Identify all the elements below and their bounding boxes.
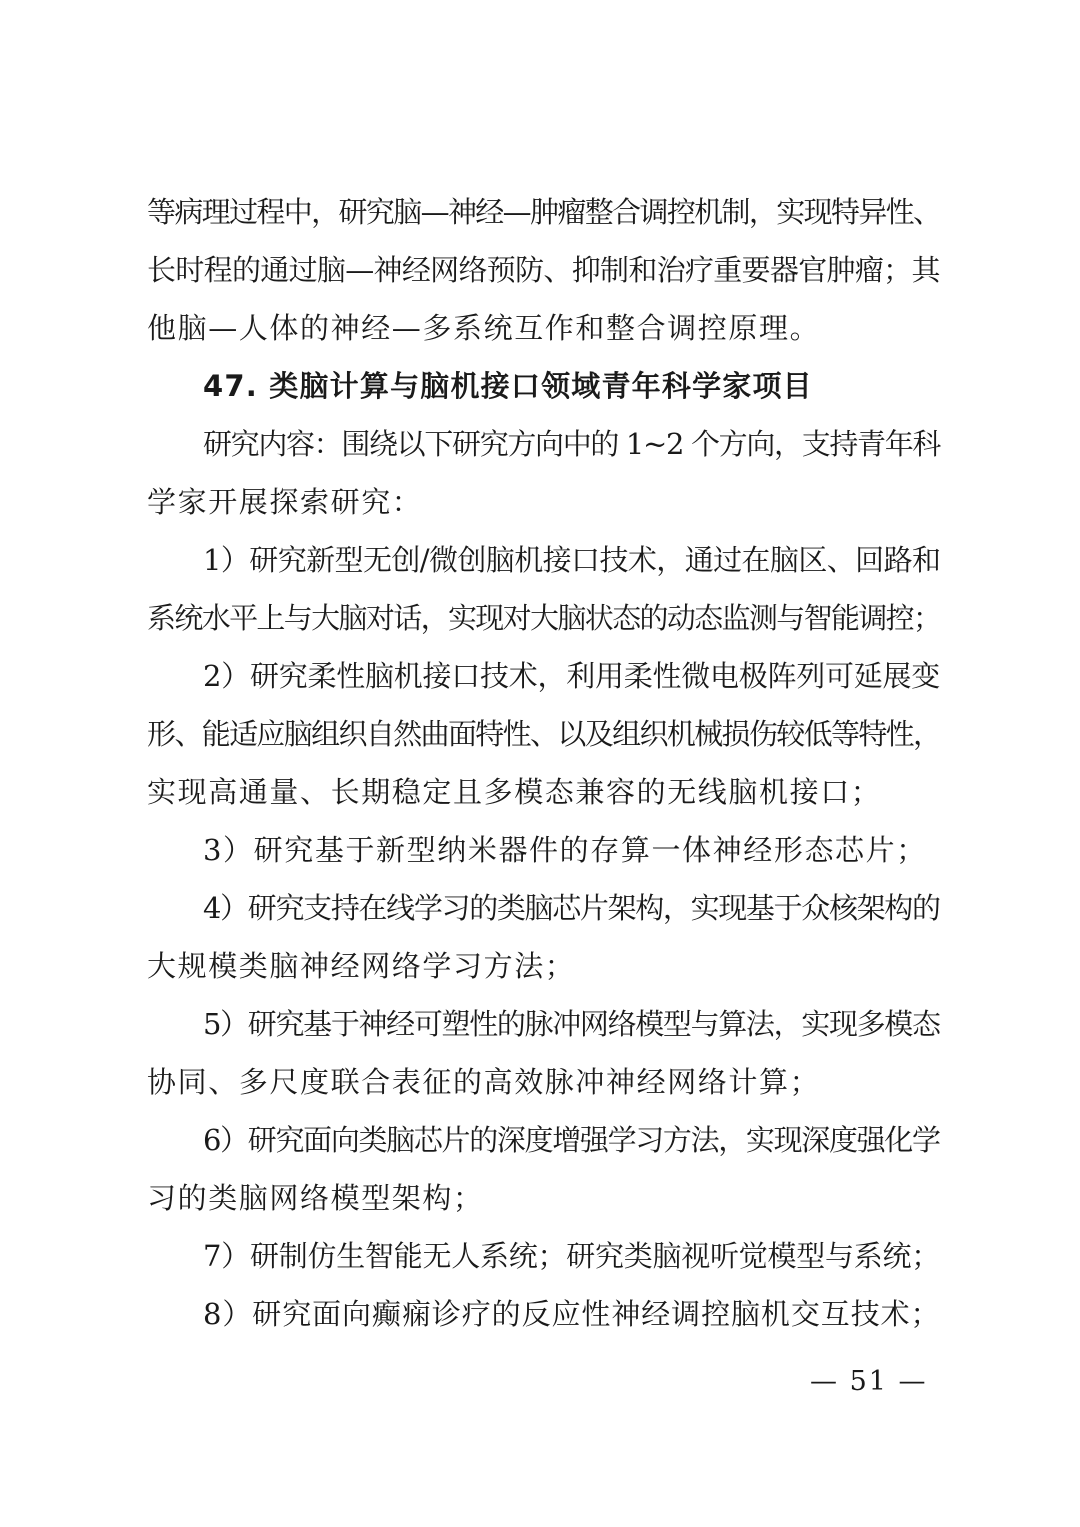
list-item-7: 7）研制仿生智能无人系统；研究类脑视听觉模型与系统； xyxy=(203,1239,941,1273)
list-item-5-continued: 协同、多尺度联合表征的高效脉冲神经网络计算； xyxy=(147,1065,821,1099)
list-item-3: 3）研究基于新型纳米器件的存算一体神经形态芯片； xyxy=(203,833,927,867)
paragraph-line: 研究内容：围绕以下研究方向中的 1~2 个方向，支持青年科 xyxy=(203,427,941,461)
paragraph-line: 他脑—人体的神经—多系统互作和整合调控原理。 xyxy=(147,311,821,345)
list-item-1: 1）研究新型无创/微创脑机接口技术，通过在脑区、回路和 xyxy=(203,543,941,577)
list-item-8: 8）研究面向癫痫诊疗的反应性神经调控脑机交互技术； xyxy=(203,1297,941,1331)
list-item-6: 6）研究面向类脑芯片的深度增强学习方法，实现深度强化学 xyxy=(203,1123,940,1157)
paragraph-line: 学家开展探索研究： xyxy=(147,485,423,519)
page-number: — 51 — xyxy=(810,1366,928,1397)
list-item-2: 2）研究柔性脑机接口技术，利用柔性微电极阵列可延展变 xyxy=(203,659,941,693)
list-item-1-continued: 系统水平上与大脑对话，实现对大脑状态的动态监测与智能调控； xyxy=(147,601,941,635)
paragraph-line: 长时程的通过脑—神经网络预防、抑制和治疗重要器官肿瘤；其 xyxy=(147,253,940,287)
list-item-4: 4）研究支持在线学习的类脑芯片架构，实现基于众核架构的 xyxy=(203,891,940,925)
list-item-2-continued: 实现高通量、长期稳定且多模态兼容的无线脑机接口； xyxy=(147,775,882,809)
list-item-4-continued: 大规模类脑神经网络学习方法； xyxy=(147,949,576,983)
list-item-5: 5）研究基于神经可塑性的脉冲网络模型与算法，实现多模态 xyxy=(203,1007,940,1041)
list-item-2-continued: 形、能适应脑组织自然曲面特性、以及组织机械损伤较低等特性， xyxy=(147,717,941,751)
paragraph-line: 等病理过程中，研究脑—神经—肿瘤整合调控机制，实现特异性、 xyxy=(147,195,941,229)
list-item-6-continued: 习的类脑网络模型架构； xyxy=(147,1181,484,1215)
section-heading: 47. 类脑计算与脑机接口领域青年科学家项目 xyxy=(203,369,813,403)
